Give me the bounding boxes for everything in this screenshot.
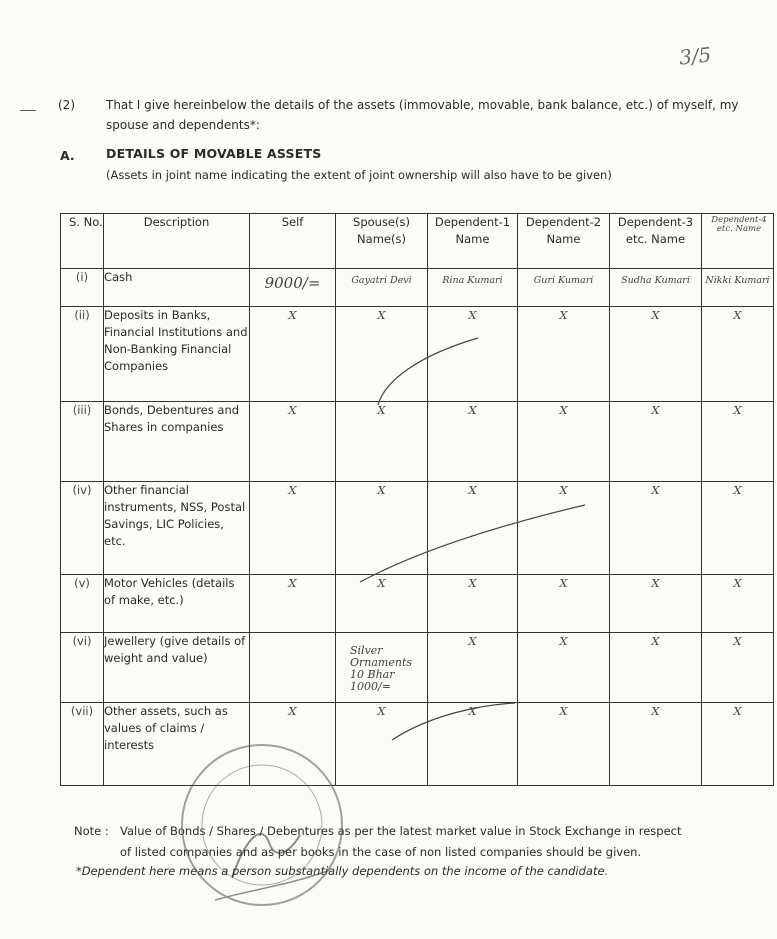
dependent-2-name-handwritten: Guri Kumari [533,275,594,286]
note-line-1: Value of Bonds / Shares / Debentures as per the latest market value in Stock Exchange in respect [120,824,682,838]
row-4-self: X [250,482,336,575]
row-2-dependent-1: X [428,307,518,402]
header-dependent-4-handwritten: Dependent-4 etc. Name [711,216,767,234]
header-sno: S. No. [61,214,104,269]
row-5-self: X [250,575,336,633]
paragraph-number: (2) [58,98,75,112]
header-dependent-2: Dependent-2 Name [518,214,610,269]
spouse-name-handwritten: Gayatri Devi [351,275,412,286]
footnote: *Dependent here means a person substantially dependents on the income of the candidate. [76,864,609,878]
section-subtitle: (Assets in joint name indicating the extent of joint ownership will also have to be given) [106,168,612,182]
section-title: DETAILS OF MOVABLE ASSETS [106,146,322,161]
row-7-self: X [250,703,336,786]
row-5-sno: (v) [61,575,104,633]
row-7-dependent-4: X [702,703,774,786]
header-spouse: Spouse(s) Name(s) [336,214,428,269]
row-3-dependent-3: X [610,402,702,482]
row-2-dependent-3: X [610,307,702,402]
row-5-dependent-3: X [610,575,702,633]
header-dependent-1: Dependent-1 Name [428,214,518,269]
row-6-dependent-3: X [610,633,702,703]
row-2-dependent-2: X [518,307,610,402]
row-3-spouse: X [336,402,428,482]
row-3-description: Bonds, Debentures and Shares in companies [104,402,250,482]
row-3-dependent-2: X [518,402,610,482]
row-5-dependent-2: X [518,575,610,633]
row-4-dependent-1: X [428,482,518,575]
row-7-sno: (vii) [61,703,104,786]
header-self: Self [250,214,336,269]
pen-stroke-1 [378,338,478,405]
row-5-dependent-1: X [428,575,518,633]
row-6-dependent-1: X [428,633,518,703]
paragraph-text: That I give hereinbelow the details of the assets (immovable, movable, bank balance, etc.) of myself, my spouse and dependents*: [106,98,739,132]
page-number: 3/5 [677,42,713,70]
row-4-description: Other financial instruments, NSS, Postal Savings, LIC Policies, etc. [104,482,250,575]
row-4-dependent-2: X [518,482,610,575]
row-7-spouse: X [336,703,428,786]
row-7-dependent-3: X [610,703,702,786]
row-5-spouse: X [336,575,428,633]
header-dependent-3: Dependent-3 etc. Name [610,214,702,269]
row-6-sno: (vi) [61,633,104,703]
row-3-dependent-1: X [428,402,518,482]
cash-self-value: 9000/= [264,274,321,292]
row-3-dependent-4: X [702,402,774,482]
row-3-sno: (iii) [61,402,104,482]
row-2-self: X [250,307,336,402]
row-1-sno: (i) [61,269,104,307]
row-6-dependent-4: X [702,633,774,703]
row-4-dependent-4: X [702,482,774,575]
row-6-description: Jewellery (give details of weight and value) [104,633,250,703]
row-4-sno: (iv) [61,482,104,575]
row-2-spouse: X [336,307,428,402]
row-2-dependent-4: X [702,307,774,402]
pen-stroke-2 [360,505,585,582]
row-3-self: X [250,402,336,482]
pen-stroke-3 [392,703,515,740]
row-1-description: Cash [104,269,250,307]
dependent-4-name-handwritten: Nikki Kumari [705,275,770,286]
row-2-sno: (ii) [61,307,104,402]
row-7-description: Other assets, such as values of claims / interests [104,703,250,786]
dependent-3-name-handwritten: Sudha Kumari [621,275,690,286]
row-7-dependent-2: X [518,703,610,786]
row-2-description: Deposits in Banks, Financial Institutions and Non-Banking Financial Companies [104,307,250,402]
row-5-dependent-4: X [702,575,774,633]
note-label: Note : [74,824,109,838]
official-seal [182,745,342,905]
row-5-description: Motor Vehicles (details of make, etc.) [104,575,250,633]
row-4-spouse: X [336,482,428,575]
dependent-1-name-handwritten: Rina Kumari [442,275,503,286]
row-6-dependent-2: X [518,633,610,703]
header-description: Description [104,214,250,269]
jewellery-spouse-value: Silver Ornaments 10 Bhar 1000/= [350,644,413,693]
row-7-dependent-1: X [428,703,518,786]
row-4-dependent-3: X [610,482,702,575]
section-letter: A. [60,148,75,163]
note-line-2: of listed companies and as per books in the case of non listed companies should be given. [120,845,642,859]
